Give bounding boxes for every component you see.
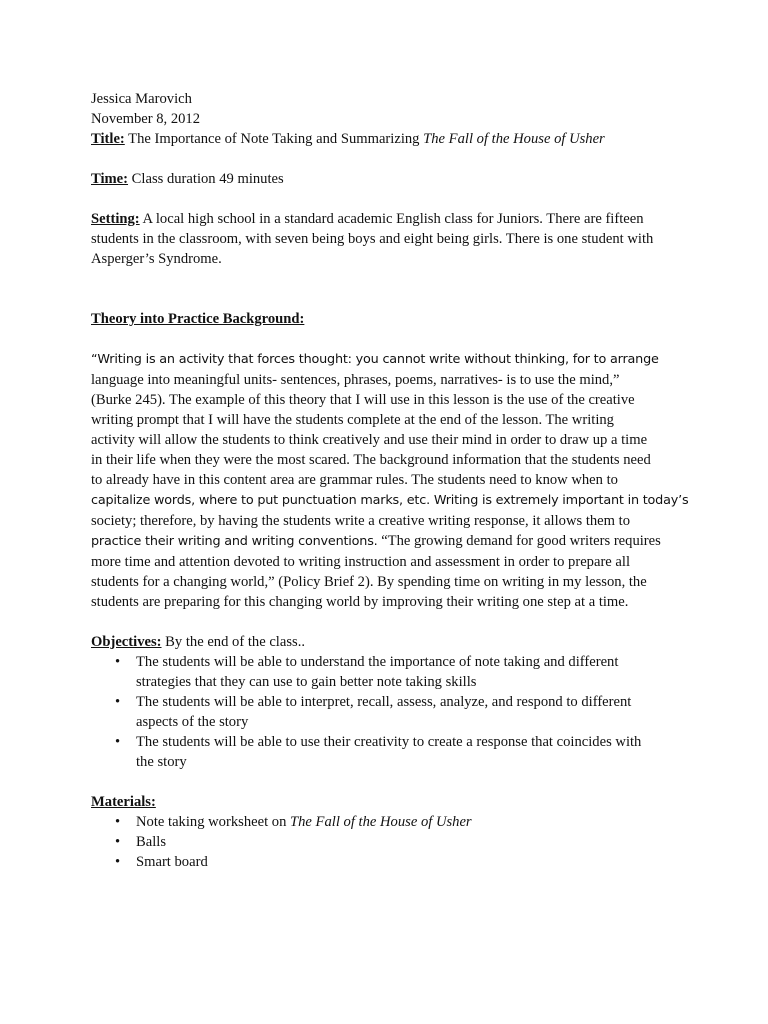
theory-paragraph bbox=[91, 349, 689, 612]
material-text: Balls bbox=[136, 834, 166, 850]
spacer bbox=[91, 772, 681, 792]
theory-text-segment: capitalize words, where to put punctuation marks, etc. Writing is extremely important in today’s bbox=[91, 493, 689, 508]
material-text: Smart board bbox=[136, 854, 208, 870]
theory-text-line bbox=[91, 390, 681, 410]
bullet-icon: • bbox=[115, 854, 121, 870]
theory-text-line bbox=[91, 349, 681, 370]
setting-text-line: students in the classroom, with seven being boys and eight being girls. There is one student with bbox=[91, 231, 654, 247]
theory-text-line bbox=[91, 470, 681, 490]
theory-text-segment: (Burke 245). The example of this theory that I will use in this lesson is the use of the creative bbox=[91, 392, 635, 408]
time-line bbox=[91, 169, 681, 189]
objective-text-line: the story bbox=[136, 754, 187, 770]
theory-text-line bbox=[91, 572, 681, 592]
material-item bbox=[91, 812, 681, 832]
theory-text-line bbox=[91, 511, 681, 531]
objectives-list bbox=[91, 652, 681, 772]
objective-text-line: The students will be able to interpret, recall, assess, analyze, and respond to different bbox=[136, 694, 632, 710]
title-label: Title: bbox=[91, 131, 125, 147]
objective-item bbox=[91, 692, 681, 732]
document-date: November 8, 2012 bbox=[91, 111, 201, 127]
objective-item bbox=[91, 732, 681, 772]
theory-text-line bbox=[91, 430, 681, 450]
theory-heading-text: Theory into Practice Background: bbox=[91, 311, 305, 327]
objective-text-line: strategies that they can use to gain better note taking skills bbox=[136, 674, 477, 690]
material-italic-text: The Fall of the House of Usher bbox=[290, 814, 472, 830]
spacer bbox=[91, 149, 681, 169]
spacer bbox=[91, 612, 681, 632]
theory-text-segment: language into meaningful units- sentences, phrases, poems, narratives- is to use the mind,” bbox=[91, 372, 620, 388]
title-text: The Importance of Note Taking and Summarizing bbox=[124, 131, 424, 147]
theory-text-line bbox=[91, 370, 681, 390]
time-label: Time: bbox=[91, 171, 129, 187]
setting-paragraph bbox=[91, 209, 681, 269]
time-text: Class duration 49 minutes bbox=[128, 171, 284, 187]
materials-heading bbox=[91, 792, 681, 812]
theory-text-segment: society; therefore, by having the students write a creative writing response, it allows them to bbox=[91, 513, 631, 529]
theory-text-line bbox=[91, 552, 681, 572]
setting-text-line: Asperger’s Syndrome. bbox=[91, 251, 222, 267]
theory-text-segment: in their life when they were the most scared. The background information that the students need bbox=[91, 452, 651, 468]
theory-text-line bbox=[91, 410, 681, 430]
theory-text-segment: “The growing demand for good writers requires bbox=[377, 533, 661, 549]
title-line bbox=[91, 129, 681, 149]
spacer bbox=[91, 269, 681, 309]
theory-text-segment: activity will allow the students to think creatively and use their mind in order to draw up a time bbox=[91, 432, 648, 448]
bullet-icon: • bbox=[115, 734, 121, 750]
bullet-icon: • bbox=[115, 694, 121, 710]
material-text: Note taking worksheet on bbox=[136, 814, 291, 830]
objective-text-line: The students will be able to understand the importance of note taking and different bbox=[136, 654, 619, 670]
theory-text-line bbox=[91, 450, 681, 470]
material-item bbox=[91, 832, 681, 852]
author-name: Jessica Marovich bbox=[91, 91, 192, 107]
materials-label: Materials: bbox=[91, 794, 156, 810]
objectives-line bbox=[91, 632, 681, 652]
setting-label: Setting: bbox=[91, 211, 140, 227]
setting-text-line: A local high school in a standard academic English class for Juniors. There are fifteen bbox=[139, 211, 644, 227]
bullet-icon: • bbox=[115, 654, 121, 670]
theory-text-segment: more time and attention devoted to writing instruction and assessment in order to prepare all bbox=[91, 554, 631, 570]
theory-heading bbox=[91, 309, 681, 329]
materials-list bbox=[91, 812, 681, 872]
document-content bbox=[91, 89, 689, 872]
objective-text-line: aspects of the story bbox=[136, 714, 249, 730]
objectives-intro: By the end of the class.. bbox=[161, 634, 305, 650]
setting-line bbox=[91, 209, 681, 229]
spacer bbox=[91, 189, 681, 209]
objectives-label: Objectives: bbox=[91, 634, 162, 650]
theory-text-segment: “Writing is an activity that forces thought: you cannot write without thinking, for to arrange bbox=[91, 352, 659, 367]
objective-item bbox=[91, 652, 681, 692]
bullet-icon: • bbox=[115, 834, 121, 850]
objective-text-line: The students will be able to use their creativity to create a response that coincides with bbox=[136, 734, 642, 750]
theory-text-segment: students are preparing for this changing world by improving their writing one step at a time. bbox=[91, 594, 629, 610]
theory-text-segment: students for a changing world,” (Policy Brief 2). By spending time on writing in my lesson, the bbox=[91, 574, 647, 590]
theory-text-line bbox=[91, 490, 689, 511]
theory-text-line bbox=[91, 592, 681, 612]
theory-text-line bbox=[91, 531, 681, 552]
theory-text-segment: practice their writing and writing conventions. bbox=[91, 534, 378, 549]
theory-text-segment: writing prompt that I will have the students complete at the end of the lesson. The writing bbox=[91, 412, 614, 428]
bullet-icon: • bbox=[115, 814, 121, 830]
spacer bbox=[91, 329, 681, 349]
title-italic: The Fall of the House of Usher bbox=[423, 131, 605, 147]
material-item bbox=[91, 852, 681, 872]
theory-text-segment: to already have in this content area are grammar rules. The students need to know when to bbox=[91, 472, 618, 488]
